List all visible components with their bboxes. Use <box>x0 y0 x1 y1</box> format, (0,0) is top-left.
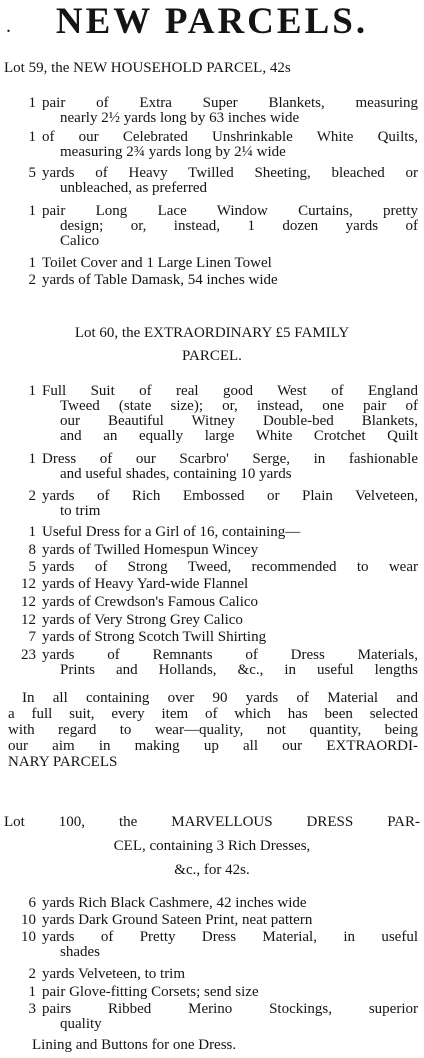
lot-60-item <box>0 489 420 519</box>
item-quantity: 1 <box>28 95 36 111</box>
lot-100-item <box>0 896 420 911</box>
lot-60-item <box>0 577 420 592</box>
item-line: yards of Table Damask, 54 inches wide <box>42 272 278 288</box>
item-line: yards of Pretty Dress Material, in useful <box>42 929 418 945</box>
lot-60-item <box>0 560 420 575</box>
item-line: yards Rich Black Cashmere, 42 inches wide <box>42 895 307 911</box>
lot-100-heading-line: &c., for 42s. <box>174 862 250 878</box>
lot-100-item <box>0 985 420 1000</box>
item-quantity: 8 <box>28 542 36 558</box>
item-line: and an equally large White Crotchet Quilt <box>60 428 418 444</box>
lot-60-heading-line: Lot 60, the EXTRAORDINARY £5 FAMILY <box>74 325 350 341</box>
lot-100-item <box>0 967 420 982</box>
item-quantity: 2 <box>28 488 36 504</box>
item-line: yards of Remnants of Dress Materials, <box>42 647 418 663</box>
lot-60-item <box>0 452 420 482</box>
lot-60-item <box>0 613 420 628</box>
lot-60-item <box>0 384 420 444</box>
lot-59-item <box>0 273 420 288</box>
item-quantity: 7 <box>28 629 36 645</box>
item-line: shades <box>60 944 100 960</box>
item-line: nearly 2½ yards long by 63 inches wide <box>60 110 300 126</box>
item-quantity: 1 <box>28 524 36 540</box>
item-line: yards of Rich Embossed or Plain Velveteen, <box>42 488 418 504</box>
item-quantity: 1 <box>28 129 36 145</box>
item-quantity: 10 <box>21 912 36 928</box>
item-line: yards of Heavy Twilled Sheeting, bleached or <box>42 165 418 181</box>
lot-100-heading-line: CEL, containing 3 Rich Dresses, <box>113 838 311 854</box>
item-quantity: 2 <box>28 966 36 982</box>
lot-60-item <box>0 525 420 540</box>
lot-100-closing <box>0 1038 420 1054</box>
item-quantity: 10 <box>21 929 36 945</box>
item-line: Toilet Cover and 1 Large Linen Towel <box>42 255 272 271</box>
item-line: pairs Ribbed Merino Stockings, superior <box>42 1001 418 1017</box>
lot-59-heading <box>4 58 420 78</box>
item-line: Dress of our Scarbro' Serge, in fashionable <box>42 451 418 467</box>
item-line: yards Velveteen, to trim <box>42 966 186 982</box>
closing-line: Lining and Buttons for one Dress. <box>32 1037 237 1053</box>
lot-100-heading <box>4 812 420 880</box>
item-line: design; or, instead, 1 dozen yards of <box>60 218 418 234</box>
lot-60-item <box>0 595 420 610</box>
lot-60-heading-line: PARCEL. <box>182 348 242 364</box>
item-line: pair Long Lace Window Curtains, pretty <box>42 203 418 219</box>
item-line: and useful shades, containing 10 yards <box>60 466 292 482</box>
item-line: yards Dark Ground Sateen Print, neat pattern <box>42 912 313 928</box>
lot-100-item <box>0 930 420 960</box>
item-quantity: 12 <box>21 612 36 628</box>
lot-59-item <box>0 130 420 160</box>
lot-59-item <box>0 96 420 126</box>
item-line: of our Celebrated Unshrinkable White Quilts, <box>42 129 418 145</box>
item-quantity: 12 <box>21 594 36 610</box>
note-line: our aim in making up all our EXTRAORDI- <box>8 738 418 754</box>
item-quantity: 1 <box>28 451 36 467</box>
item-line: our Beautiful Witney Double-bed Blankets, <box>60 413 418 429</box>
item-quantity: 2 <box>28 272 36 288</box>
item-line: pair of Extra Super Blankets, measuring <box>42 95 418 111</box>
item-line: yards of Crewdson's Famous Calico <box>42 594 259 610</box>
item-line: Useful Dress for a Girl of 16, containing— <box>42 524 301 540</box>
item-line: yards of Heavy Yard-wide Flannel <box>42 576 249 592</box>
item-quantity: 3 <box>28 1001 36 1017</box>
note-line: NARY PARCELS <box>8 754 118 770</box>
item-line: yards of Very Strong Grey Calico <box>42 612 243 628</box>
item-line: yards of Twilled Homespun Wincey <box>42 542 259 558</box>
lot-100-item <box>0 913 420 928</box>
lot-60-note <box>8 690 418 770</box>
item-line: unbleached, as preferred <box>60 180 207 196</box>
lot-60-item <box>0 630 420 645</box>
lot-100-item <box>0 1002 420 1032</box>
lot-60-item <box>0 648 420 678</box>
note-line: a full suit, every item of which has been selected <box>8 706 418 722</box>
item-quantity: 6 <box>28 895 36 911</box>
item-line: Tweed (state size); or, instead, one pair of <box>60 398 418 414</box>
item-quantity: 5 <box>28 559 36 575</box>
lot-59-item <box>0 166 420 196</box>
item-line: measuring 2¾ yards long by 2¼ wide <box>60 144 286 160</box>
item-line: to trim <box>60 503 101 519</box>
item-line: Full Suit of real good West of England <box>42 383 418 399</box>
item-quantity: 1 <box>28 255 36 271</box>
item-line: yards of Strong Scotch Twill Shirting <box>42 629 267 645</box>
item-line: quality <box>60 1016 102 1032</box>
item-quantity: 1 <box>28 203 36 219</box>
lot-59-item <box>0 256 420 271</box>
lead-mark: . <box>6 15 11 37</box>
item-line: Calico <box>60 233 100 249</box>
item-line: yards of Strong Tweed, recommended to wear <box>42 559 418 575</box>
item-quantity: 12 <box>21 576 36 592</box>
page-title: NEW PARCELS. <box>55 1 369 42</box>
item-line: pair Glove-fitting Corsets; send size <box>42 984 259 1000</box>
lot-59-heading-line: Lot 59, the NEW HOUSEHOLD PARCEL, 42s <box>4 60 291 76</box>
item-quantity: 23 <box>21 647 36 663</box>
item-quantity: 5 <box>28 165 36 181</box>
lot-60-item <box>0 543 420 558</box>
item-quantity: 1 <box>28 383 36 399</box>
lot-60-heading <box>4 323 420 366</box>
item-quantity: 1 <box>28 984 36 1000</box>
lot-100-heading-line: Lot 100, the MARVELLOUS DRESS PAR- <box>4 814 420 830</box>
note-line: In all containing over 90 yards of Material and <box>22 690 418 706</box>
lot-59-item <box>0 204 420 249</box>
item-line: Prints and Hollands, &c., in useful lengths <box>60 662 418 678</box>
note-line: with regard to wear—quality, not quantity, being <box>8 722 418 738</box>
